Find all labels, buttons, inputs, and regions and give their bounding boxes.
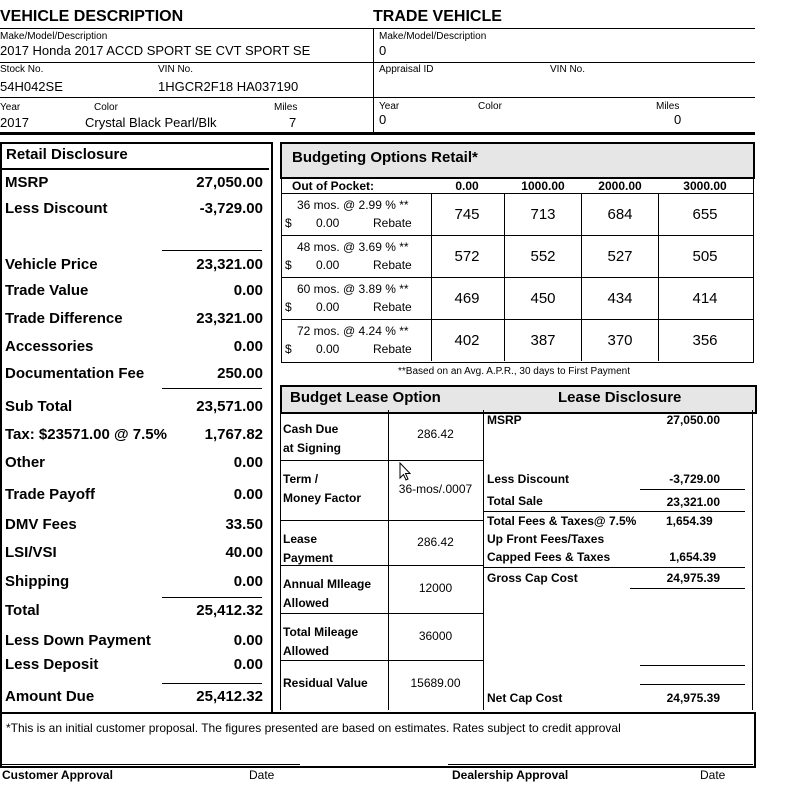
lease-capped-label: Capped Fees & Taxes xyxy=(487,550,611,564)
budget-column-header: 3000.00 xyxy=(683,179,727,193)
lease-option-value: 15689.00 xyxy=(410,676,461,690)
rebate-label: Rebate xyxy=(373,258,412,272)
retail-row-label: Total xyxy=(5,602,40,619)
out-of-pocket-label: Out of Pocket: xyxy=(292,179,375,193)
mouse-cursor-icon xyxy=(399,462,413,482)
trade-year-label: Year xyxy=(379,101,400,112)
lease-option-title: Budget Lease Option xyxy=(290,389,441,406)
dealership-approval-label: Dealership Approval xyxy=(452,768,569,782)
retail-row-label: MSRP xyxy=(5,174,49,191)
monthly-payment: 469 xyxy=(454,290,480,307)
trade-vehicle-title: TRADE VEHICLE xyxy=(373,8,502,25)
monthly-payment: 434 xyxy=(607,290,633,307)
dollar-sign: $ xyxy=(285,258,292,272)
dollar-sign: $ xyxy=(285,342,292,356)
trade-color-label: Color xyxy=(478,101,502,112)
lease-option-label: at Signing xyxy=(283,441,341,455)
monthly-payment: 745 xyxy=(454,206,480,223)
lease-option-value: 286.42 xyxy=(417,535,454,549)
lease-option-label: Residual Value xyxy=(283,676,368,690)
monthly-payment: 450 xyxy=(530,290,556,307)
monthly-payment: 527 xyxy=(607,248,633,265)
lease-less-discount-value: -3,729.00 xyxy=(669,472,720,486)
lease-fees-label: Total Fees & Taxes@ 7.5% xyxy=(487,514,637,528)
retail-row-label: LSI/VSI xyxy=(5,544,57,561)
lease-option-label: Money Factor xyxy=(283,491,362,505)
budget-term: 36 mos. @ 2.99 % ** xyxy=(297,198,409,212)
retail-row-label: Trade Difference xyxy=(5,310,123,327)
retail-row-value: 0.00 xyxy=(233,632,263,649)
lease-option-label: Allowed xyxy=(283,644,330,658)
lease-option-label: Allowed xyxy=(283,596,330,610)
retail-row-label: Sub Total xyxy=(5,398,73,415)
retail-row-label: Shipping xyxy=(5,573,70,590)
trade-miles-label: Miles xyxy=(656,101,680,112)
retail-row-label: Trade Payoff xyxy=(5,486,96,503)
lease-option-label: Term / xyxy=(283,472,319,486)
miles-label: Miles xyxy=(274,102,298,113)
retail-row-label: Amount Due xyxy=(5,688,95,705)
retail-row-label: DMV Fees xyxy=(5,516,77,533)
monthly-payment: 356 xyxy=(692,332,718,349)
color-value: Crystal Black Pearl/Blk xyxy=(85,115,217,130)
lease-gross-label: Gross Cap Cost xyxy=(487,571,578,585)
dollar-sign: $ xyxy=(285,216,292,230)
rebate-label: Rebate xyxy=(373,300,412,314)
retail-row-value: 25,412.32 xyxy=(196,602,263,619)
lease-gross-value: 24,975.39 xyxy=(666,571,720,585)
lease-less-discount-label: Less Discount xyxy=(487,472,570,486)
lease-option-value: 286.42 xyxy=(417,427,454,441)
budget-footnote: **Based on an Avg. A.P.R., 30 days to First Payment xyxy=(398,366,630,377)
budgeting-options-title: Budgeting Options Retail* xyxy=(292,149,478,166)
rebate-amount: 0.00 xyxy=(316,342,340,356)
dealership-date-label: Date xyxy=(700,768,726,782)
budget-term: 72 mos. @ 4.24 % ** xyxy=(297,324,409,338)
retail-row-label: Less Discount xyxy=(5,200,108,217)
trade-make-label: Make/Model/Description xyxy=(379,31,487,42)
retail-row-value: 0.00 xyxy=(233,338,263,355)
retail-row-value: 40.00 xyxy=(225,544,263,561)
retail-row-value: 33.50 xyxy=(225,516,263,533)
retail-row-value: 23,571.00 xyxy=(196,398,263,415)
retail-row-label: Less Deposit xyxy=(5,656,99,673)
make-value: 2017 Honda 2017 ACCD SPORT SE CVT SPORT SE xyxy=(0,43,311,58)
trade-vin-label: VIN No. xyxy=(550,64,586,75)
lease-option-value: 12000 xyxy=(418,581,453,595)
retail-row-label: Documentation Fee xyxy=(5,365,145,382)
retail-row-value: 0.00 xyxy=(233,656,263,673)
make-label: Make/Model/Description xyxy=(0,31,108,42)
retail-row-value: 0.00 xyxy=(233,282,263,299)
retail-row-value: 0.00 xyxy=(233,486,263,503)
lease-option-label: Payment xyxy=(283,551,334,565)
lease-net-label: Net Cap Cost xyxy=(487,691,563,705)
rebate-amount: 0.00 xyxy=(316,258,340,272)
monthly-payment: 572 xyxy=(454,248,480,265)
retail-row-label: Less Down Payment xyxy=(5,632,151,649)
retail-row-label: Accessories xyxy=(5,338,94,355)
rebate-label: Rebate xyxy=(373,216,412,230)
vin-label: VIN No. xyxy=(158,64,194,75)
lease-fees-value: 1,654.39 xyxy=(666,514,713,528)
lease-disclosure-title: Lease Disclosure xyxy=(558,389,682,406)
lease-option-label: Lease xyxy=(283,532,318,546)
retail-row-value: 25,412.32 xyxy=(196,688,263,705)
appraisal-label: Appraisal ID xyxy=(379,64,434,75)
monthly-payment: 552 xyxy=(530,248,556,265)
retail-row-value: 0.00 xyxy=(233,454,263,471)
budget-column-header: 1000.00 xyxy=(521,179,565,193)
monthly-payment: 402 xyxy=(454,332,480,349)
retail-disclosure-title: Retail Disclosure xyxy=(6,146,128,163)
monthly-payment: 370 xyxy=(607,332,633,349)
retail-row-value: 1,767.82 xyxy=(204,426,263,443)
retail-row-value: 250.00 xyxy=(217,365,263,382)
lease-net-value: 24,975.39 xyxy=(666,691,720,705)
retail-row-label: Trade Value xyxy=(5,282,89,299)
retail-row-value: 23,321.00 xyxy=(196,310,263,327)
budget-term: 48 mos. @ 3.69 % ** xyxy=(297,240,409,254)
year-label: Year xyxy=(0,102,21,113)
lease-total-sale-value: 23,321.00 xyxy=(666,495,720,509)
retail-row-label: Vehicle Price xyxy=(5,256,98,273)
lease-option-label: Annual MIleage xyxy=(283,577,372,591)
rebate-amount: 0.00 xyxy=(316,300,340,314)
monthly-payment: 684 xyxy=(607,206,633,223)
budget-column-header: 2000.00 xyxy=(598,179,642,193)
lease-option-value: 36-mos/.0007 xyxy=(398,482,473,496)
monthly-payment: 713 xyxy=(530,206,556,223)
monthly-payment: 655 xyxy=(692,206,718,223)
monthly-payment: 387 xyxy=(530,332,556,349)
footer-note: *This is an initial customer proposal. The figures presented are based on estimates. Rates subject to credit approval xyxy=(6,721,621,735)
budget-term: 60 mos. @ 3.89 % ** xyxy=(297,282,409,296)
lease-option-value: 36000 xyxy=(418,629,453,643)
rebate-label: Rebate xyxy=(373,342,412,356)
monthly-payment: 414 xyxy=(692,290,718,307)
lease-msrp-value: 27,050.00 xyxy=(666,413,720,427)
retail-row-value: 23,321.00 xyxy=(196,256,263,273)
retail-row-value: -3,729.00 xyxy=(199,200,263,217)
lease-option-label: Total Mileage xyxy=(283,625,359,639)
monthly-payment: 505 xyxy=(692,248,718,265)
retail-row-label: Other xyxy=(5,454,46,471)
rebate-amount: 0.00 xyxy=(316,216,340,230)
lease-msrp-label: MSRP xyxy=(487,413,522,427)
customer-date-label: Date xyxy=(249,768,275,782)
lease-total-sale-label: Total Sale xyxy=(487,494,543,508)
color-label: Color xyxy=(94,102,118,113)
budget-column-header: 0.00 xyxy=(455,179,479,193)
lease-upfront-label: Up Front Fees/Taxes xyxy=(487,532,605,546)
retail-row-label: Tax: $23571.00 @ 7.5% xyxy=(5,426,167,443)
dollar-sign: $ xyxy=(285,300,292,314)
miles-value: 7 xyxy=(289,115,297,130)
lease-capped-value: 1,654.39 xyxy=(669,550,716,564)
trade-miles-value: 0 xyxy=(674,112,682,127)
stock-label: Stock No. xyxy=(0,64,44,75)
customer-approval-label: Customer Approval xyxy=(2,768,113,782)
retail-row-value: 27,050.00 xyxy=(196,174,263,191)
stock-value: 54H042SE xyxy=(0,79,63,94)
year-value: 2017 xyxy=(0,115,29,130)
trade-make-value: 0 xyxy=(379,43,387,58)
vin-value: 1HGCR2F18 HA037190 xyxy=(158,79,299,94)
trade-year-value: 0 xyxy=(379,112,387,127)
vehicle-description-title: VEHICLE DESCRIPTION xyxy=(0,8,184,25)
lease-option-label: Cash Due xyxy=(283,422,339,436)
retail-row-value: 0.00 xyxy=(233,573,263,590)
